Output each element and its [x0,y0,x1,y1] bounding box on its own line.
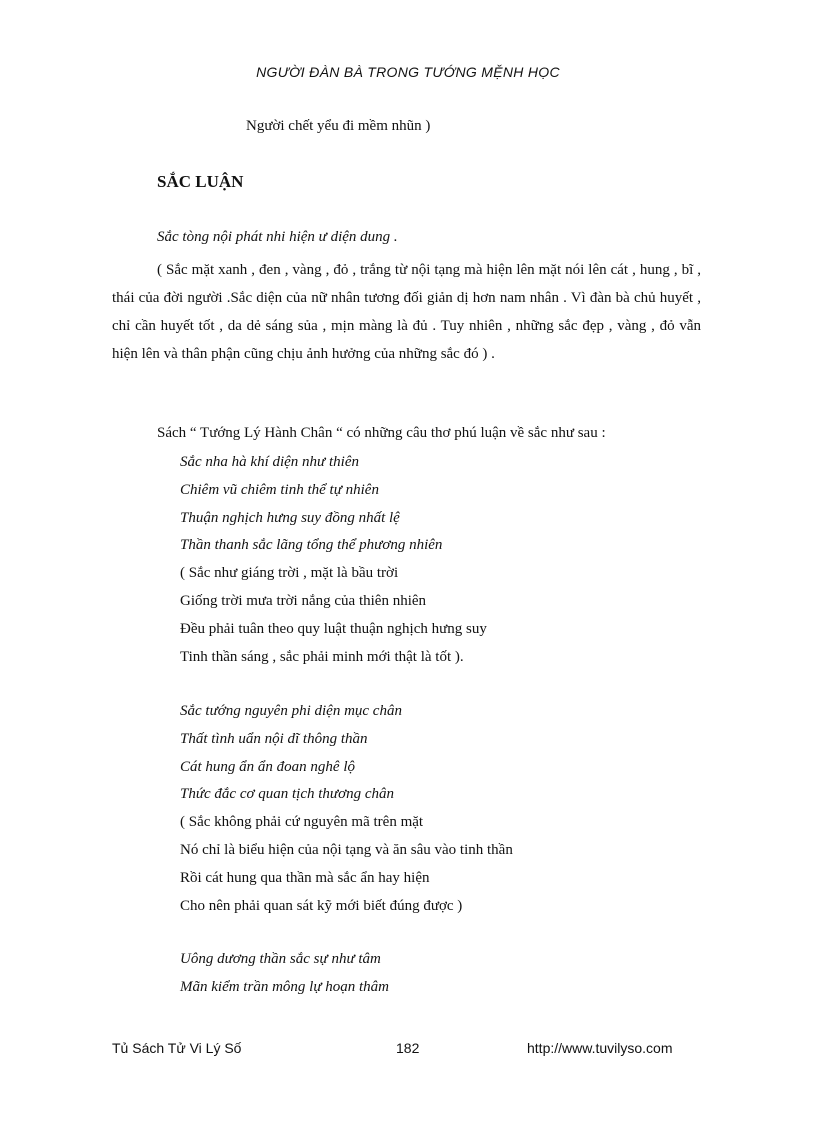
poem-intro: Sách “ Tướng Lý Hành Chân “ có những câu thơ phú luận về sắc như sau : [157,425,606,441]
section-epigraph: Sắc tòng nội phát nhi hiện ư diện dung . [157,229,398,245]
poem-2-verse-4: Thức đắc cơ quan tịch thương chân [180,786,395,803]
poem-1-verse-2: Chiêm vũ chiêm tinh thể tự nhiên [180,481,379,498]
poem-2-verse-3: Cát hung ẩn ẩn đoan nghê lộ [180,758,355,775]
page-header-title: NGƯỜI ĐÀN BÀ TRONG TƯỚNG MỆNH HỌC [256,64,560,80]
section-heading: SẮC LUẬN [157,172,244,191]
poem-2-verse-1: Sắc tướng nguyên phi diện mục chân [180,703,402,719]
poem-2-translation-2: Nó chỉ là biểu hiện của nội tạng và ăn sâu vào tinh thần [180,841,513,858]
poem-1-verse-4: Thần thanh sắc lãng tổng thể phương nhiên [180,537,443,554]
poem-1-translation-3: Đều phải tuân theo quy luật thuận nghịch hưng suy [180,620,487,637]
poem-1 [180,449,487,671]
poem-3-verse-1: Uông dương thần sắc sự như tâm [180,951,381,967]
poem-1-translation-1: ( Sắc như giáng trời , mặt là bầu trời [180,565,399,582]
poem-3-verse-2: Mãn kiểm trần mông lự hoạn thâm [180,978,389,995]
section-paragraph: ( Sắc mặt xanh , đen , vàng , đỏ , trắng từ nội tạng mà hiện lên mặt nói lên cát , hung , bĩ , thái của đời người .Sắc diện của nữ nhân tương đối giản dị hơn nam nhân . Vì đàn bà chủ huyết , chỉ cần huyết tốt , da dẻ sáng sủa , mịn màng là đủ . Tuy nhiên , những sắc đẹp , vàng , đỏ vẫn hiện lên và thân phận cũng chịu ảnh hưởng của những sắc đó ) . [112,262,701,362]
footer-left: Tủ Sách Tử Vi Lý Số [112,1040,242,1056]
poem-1-translation-2: Giống trời mưa trời nắng của thiên nhiên [180,592,427,609]
poem-2 [180,698,513,920]
poem-2-translation-1: ( Sắc không phải cứ nguyên mã trên mặt [180,814,424,831]
poem-2-translation-3: Rồi cát hung qua thần mà sắc ẩn hay hiện [180,869,430,886]
poem-2-verse-2: Thất tình uẩn nội dĩ thông thần [180,730,368,747]
poem-1-translation-4: Tinh thần sáng , sắc phải minh mới thật là tốt ). [180,648,464,665]
poem-1-verse-1: Sắc nha hà khí diện như thiên [180,454,359,470]
footer-page-number: 182 [396,1040,420,1056]
poem-1-verse-3: Thuận nghịch hưng suy đồng nhất lệ [180,509,400,526]
footer-url: http://www.tuvilyso.com [527,1040,673,1056]
poem-3 [180,946,389,1002]
poem-2-translation-4: Cho nên phải quan sát kỹ mới biết đúng được ) [180,897,463,914]
continued-line: Người chết yểu đi mềm nhũn ) [246,118,431,134]
